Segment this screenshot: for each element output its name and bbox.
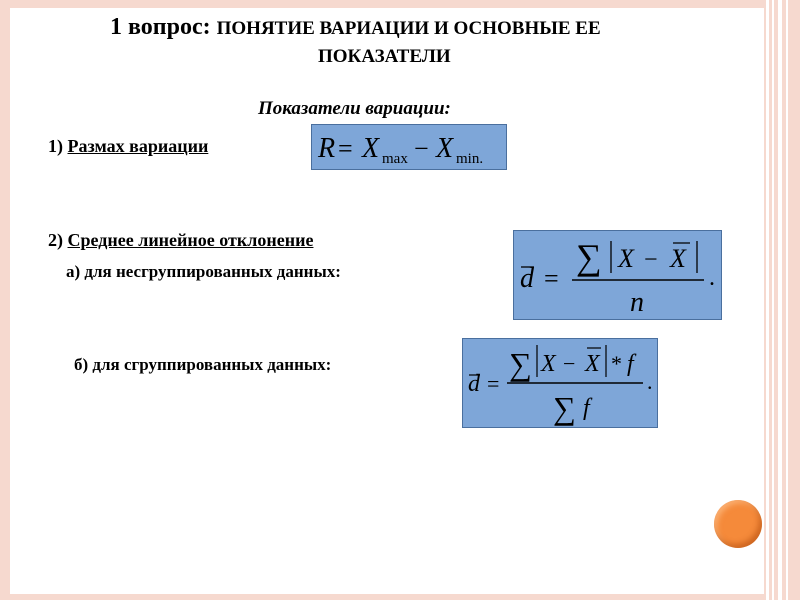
formula-symbol: * [611,351,622,376]
formula-symbol: X [618,244,634,273]
formula-grouped [462,338,658,428]
sum-icon: ∑ [576,237,602,277]
item-label: Размах вариации [67,136,209,156]
formula-symbol: − [644,247,658,273]
decorative-orange-circle [714,500,762,548]
formula-symbol: X [585,351,600,377]
formula-symbol: d [520,263,534,294]
item-mean-deviation [48,230,313,251]
formula-symbol: − [563,351,576,376]
formula-subscript: max [382,151,408,167]
title-line1: ПОНЯТИЕ ВАРИАЦИИ И ОСНОВНЫЕ ЕЕ [216,18,601,39]
formula-symbol: . [647,369,653,394]
slide-title [110,14,750,41]
formula-symbol: X [541,351,556,377]
formula-ungrouped [513,230,722,320]
item-range [48,136,208,157]
subtitle: Показатели вариации: [258,98,451,119]
item-label: Среднее линейное отклонение [67,230,314,250]
formula-symbol: . [709,265,715,291]
formula-subscript: min. [456,151,484,167]
item-number: 2) [48,230,63,250]
formula-symbol: X [670,244,686,273]
subitem-grouped: б) для сгруппированных данных: [74,355,332,374]
formula-symbol: − [414,134,429,163]
formula-symbol: R [318,133,336,164]
formula-symbol: n [630,287,644,318]
border-stripe [786,0,788,600]
border-stripe [766,0,769,600]
title-number: 1 вопрос: [110,14,211,40]
formula-symbol: X [362,133,380,164]
formula-symbol: X [436,133,454,164]
formula-symbol: = [544,264,559,293]
item-number: 1) [48,136,63,156]
subitem-ungrouped: а) для несгруппированных данных: [66,262,341,281]
border-stripe [778,0,782,600]
title-line2: ПОКАЗАТЕЛИ [318,46,451,67]
sum-icon: ∑ [553,390,576,426]
formula-range [311,124,507,170]
formula-symbol: = [487,371,500,396]
sum-icon: ∑ [509,346,532,382]
formula-symbol: d [468,371,480,397]
formula-symbol: f [627,351,634,377]
formula-symbol: = [338,134,353,163]
border-stripe [772,0,774,600]
formula-symbol: f [583,395,590,421]
